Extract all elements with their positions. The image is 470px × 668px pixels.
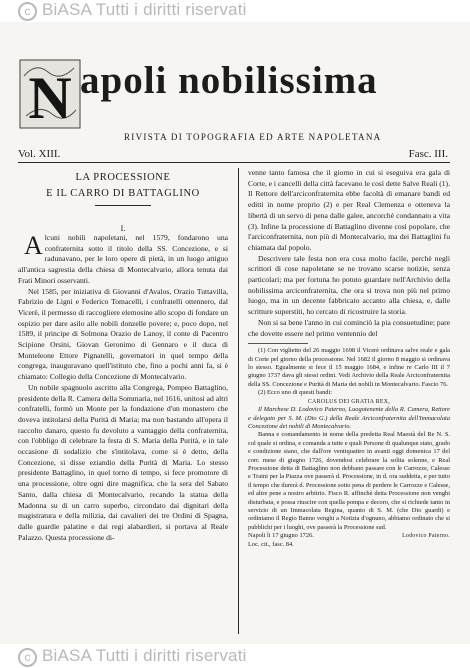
volume-label: Vol. XIII. [18,148,61,160]
section-title: LA PROCESSIONE [75,172,171,183]
footnote-rule [248,343,308,344]
copyright-icon: c [18,648,37,667]
header-rule [18,162,450,163]
decree-heading: CAROLUS DEI GRATIA REX, [308,398,390,405]
paragraph: Non si sa bene l'anno in cui cominciò la pia consuetudine; pare che dovette essere nel primo ventennio del [248,317,450,338]
decree-text: Banna e comandamento in nome della predetta Real Maestà del Re N. S. col quale si ordina, e comanda a tutte e quali Persone di qualunque stato, grado e condizione siano, che dall'ore ventiquattro in avanti oggi domenica 17 del corr. mese di giugno 1726, dovendosi celebrare la solita solenne, e Real Processione detta di Battaglino non debbano passare con le Carrozze, Calesse e Traini per la Piazza ove passerà d. Processione, in d. ora suddetta, e per tutto il tempo che durerà d. Processione sotto pena di perdere le Carrozze e Calesse, ed altre pene a nostro arbitrio. Fisco R. affinchè detta Processione non venghi disturbata, e possa riuscire con quella pompa e decoro, che si richiede tanto in servizio di un Immacolata Regina, quanto di S. M. (che Dio guardi) e ordiniamo il Regio Banno venghi a Notizia d'ognuno, abbiamo ordinato che si pubblichi per i luoghi, ove passerà la Processione sud. [248,431,450,531]
column-divider [238,168,239,634]
footnote: (1) Con viglietto del 26 maggio 1698 il Vicerè ordinava salve reale e gala di Corte pel giorno della processione. Nel 1682 il giorno 8 maggio si ordinava lo stesso. Egualmente si fece il 15 maggio 1684, e infine re Carlo III il 7 giugno 1737 dava gli stessi ordini. Vedi Archivio della Reale Arciconfraternita della SS. Concezione e Purità di Maria dei nobili in Montecalvario. Fascio 76. [248,347,450,388]
watermark-top [0,0,470,22]
decree-intro: Il Marchese D. Lodovico Paterno, Luogotenente della R. Camera, Rettore e delegato per S. M. (Dio G.) della Reale Arciconfraternita dell'Immacolata Concezione dei nobili di Montecalvario. [248,406,450,430]
journal-title: apoli nobilissima [80,59,378,102]
paragraph: Un nobile spagnuolo ascritto alla Congrega, Pompeo Battaglino, presidente della R. Camera della Sommaria, nel 1616, unitosi ad altri confratelli, formò un Monte per la fondazione d'un monastero che doveva intitolarsi della Purità di Maria; ma non bastando all'opera il raccolto danaro, questo fu devoluto a vantaggio della confraternita, con l'obbligo di celebrare la festa di S. Maria della Purità, e in tale occasione di sodalizio che s'intitolava, come si è detto, della Concezione, si disse eziandio della Purità di Maria. Lo stesso presidente Battaglino, in quel torno di tempo, si fece promotore di una processione, oltre ogni dire magnifica, che la sera del Sabato Santo, dalla chiesa di Montecalvario, recando la statua della Madonna su di un carro superbo, circondato dai dignitari della magistratura e della milizia, dai cavalieri dei tre Ordini di Spagna, dalle guardie palatine e dai regi alabardieri, si portava al Reale Palazzo. Questa processione di- [18,382,228,542]
decorative-initial-n [18,56,82,132]
paragraph: Alcuni nobili napoletani, nel 1579, fondarono una confraternita sotto il titolo della SS. Concezione, e si radunavano, per le loro opere di pietà, in un luogo attiguo all'antica sagrestia della chiesa di Montecalvario, allora tenuta dai Frati Minori osservanti. [18,231,228,285]
paragraph: Descrivere tale festa non era cosa molto facile, perchè negli scrittori di cose napoletane se ne trovano scarse notizie, senza particolari; ma per fortuna ho potuto guardare nell'Archivio della nobilissima arciconfraternita, che ora si trova non più nel primo luogo, ma in un decente fabbricato accanto alla chiesa, e, dalle scritture superstiti, ho cercato di ricostruire la storia. [248,253,450,317]
left-column [18,233,228,543]
paragraph: Nel 1585, per iniziativa di Giovanni d'Avalos, Orazio Tuttavilla, Fabrizio de Ligni e Federico Tomacelli, i confratelli ottennero, dal Vicerè, il permesso di raccogliere elemosine allo scopo di fondare un ospizio per dare asilo alle nobili donzelle povere; e, poco dopo, nel 1589, il principe di Solmona Orazio de Lanoy, il conte di Pacentro Scipione Orsini, Giovan Geronimo di Gennaro e il duca di Monteleone Ettore Pignatelli, governatori in quel tempo della congrega, inauguravano quell'istituto che, fino a pochi anni fa, si è chiamato: Collegio della Concezione di Montecalvario. [18,286,228,382]
right-column [248,168,450,549]
section-subtitle: E IL CARRO DI BATTAGLINO [46,188,200,199]
watermark-text: BiASA Tutti i diritti riservati [42,646,247,665]
journal-subtitle: RIVISTA DI TOPOGRAFIA ED ARTE NAPOLETANA [124,132,382,142]
svg-text:N: N [28,65,72,131]
watermark-text: BiASA Tutti i diritti riservati [42,0,247,19]
paragraph: venne tanto famosa che il giorno in cui si eseguiva era gala di Corte, e i cancelli della città facevano le così dette Salve Reali (1). Il Rettore dell'arciconfraternita ebbe facoltà di emanare bandi ed editti in nome proprio (2) e per Real Clemenza e otteneva la libertà di un servo di pena dalle galee, ancorchè condannato a vita (3). Infine la processione di Battaglino divenne così popolare, che l'arciconfraternita, non più di Montecalvario, ma dei Battaglini fu chiamata dal popolo. [248,168,450,252]
decree-date: Napoli li 17 giugno 1726. [248,532,314,540]
drop-cap: A [24,231,43,260]
title-rule [95,205,151,206]
footnote: (2) Ecco uno di questi bandi: [258,389,333,397]
part-number: I. [120,224,126,233]
fascicle-label: Fasc. III. [408,148,448,160]
copyright-icon: c [18,2,37,21]
reference-note: Loc. cit., fasc. 84. [248,540,294,548]
decree-signature: Lodovico Paterno. [402,533,450,540]
watermark-bottom [0,644,470,668]
decree-signoff [248,532,450,540]
